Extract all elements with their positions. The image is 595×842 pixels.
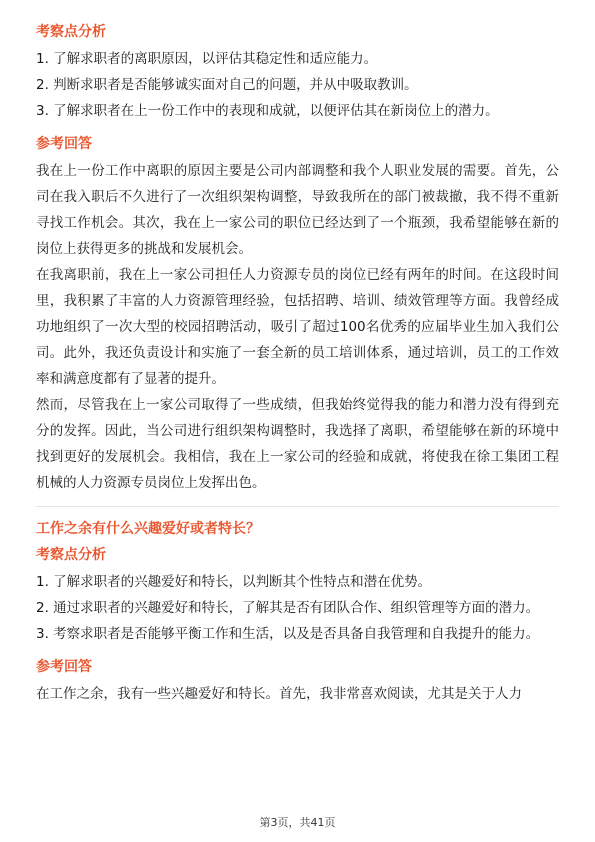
- answer-paragraph: 然而，尽管我在上一家公司取得了一些成绩，但我始终觉得我的能力和潜力没有得到充分的发挥。因此，当公司进行组织架构调整时，我选择了离职，希望能够在新的环境中找到更好的发展机会。我相信，我在上一家公司的经验和成就，将使我在徐工集团工程机械的人力资源专员岗位上发挥出色。: [36, 397, 559, 491]
- analysis-heading: 考察点分析: [36, 24, 106, 40]
- analysis-heading: 考察点分析: [36, 547, 106, 563]
- document-page: [36, 22, 559, 707]
- section-divider: [36, 506, 559, 507]
- answer-heading: 参考回答: [36, 136, 92, 152]
- analysis-item: 2. 通过求职者的兴趣爱好和特长，了解其是否有团队合作、组织管理等方面的潜力。: [36, 600, 540, 616]
- interview-question: 工作之余有什么兴趣爱好或者特长？: [36, 521, 260, 537]
- page-indicator: 第3页，共41页: [259, 816, 336, 829]
- answer-paragraph: 我在上一份工作中离职的原因主要是公司内部调整和我个人职业发展的需要。首先，公司在我入职后不久进行了一次组织架构调整，导致我所在的部门被裁撤，我不得不重新寻找工作机会。其次，我在上一家公司的职位已经达到了一个瓶颈，我希望能够在新的岗位上获得更多的挑战和发展机会。: [36, 163, 559, 257]
- answer-paragraph: 在工作之余，我有一些兴趣爱好和特长。首先，我非常喜欢阅读，尤其是关于人力: [36, 686, 522, 702]
- answer-paragraph: 在我离职前，我在上一家公司担任人力资源专员的岗位已经有两年的时间。在这段时间里，我积累了丰富的人力资源管理经验，包括招聘、培训、绩效管理等方面。我曾经成功地组织了一次大型的校园招聘活动，吸引了超过100名优秀的应届毕业生加入我们公司。此外，我还负责设计和实施了一套全新的员工培训体系，通过培训，员工的工作效率和满意度都有了显著的提升。: [36, 267, 559, 387]
- analysis-item: 2. 判断求职者是否能够诚实面对自己的问题，并从中吸取教训。: [36, 77, 418, 93]
- analysis-item: 1. 了解求职者的兴趣爱好和特长，以判断其个性特点和潜在优势。: [36, 574, 432, 590]
- answer-heading: 参考回答: [36, 659, 92, 675]
- analysis-item: 3. 考察求职者是否能够平衡工作和生活，以及是否具备自我管理和自我提升的能力。: [36, 626, 540, 642]
- analysis-item: 3. 了解求职者在上一份工作中的表现和成就，以便评估其在新岗位上的潜力。: [36, 103, 499, 119]
- analysis-item: 1. 了解求职者的离职原因，以评估其稳定性和适应能力。: [36, 51, 378, 67]
